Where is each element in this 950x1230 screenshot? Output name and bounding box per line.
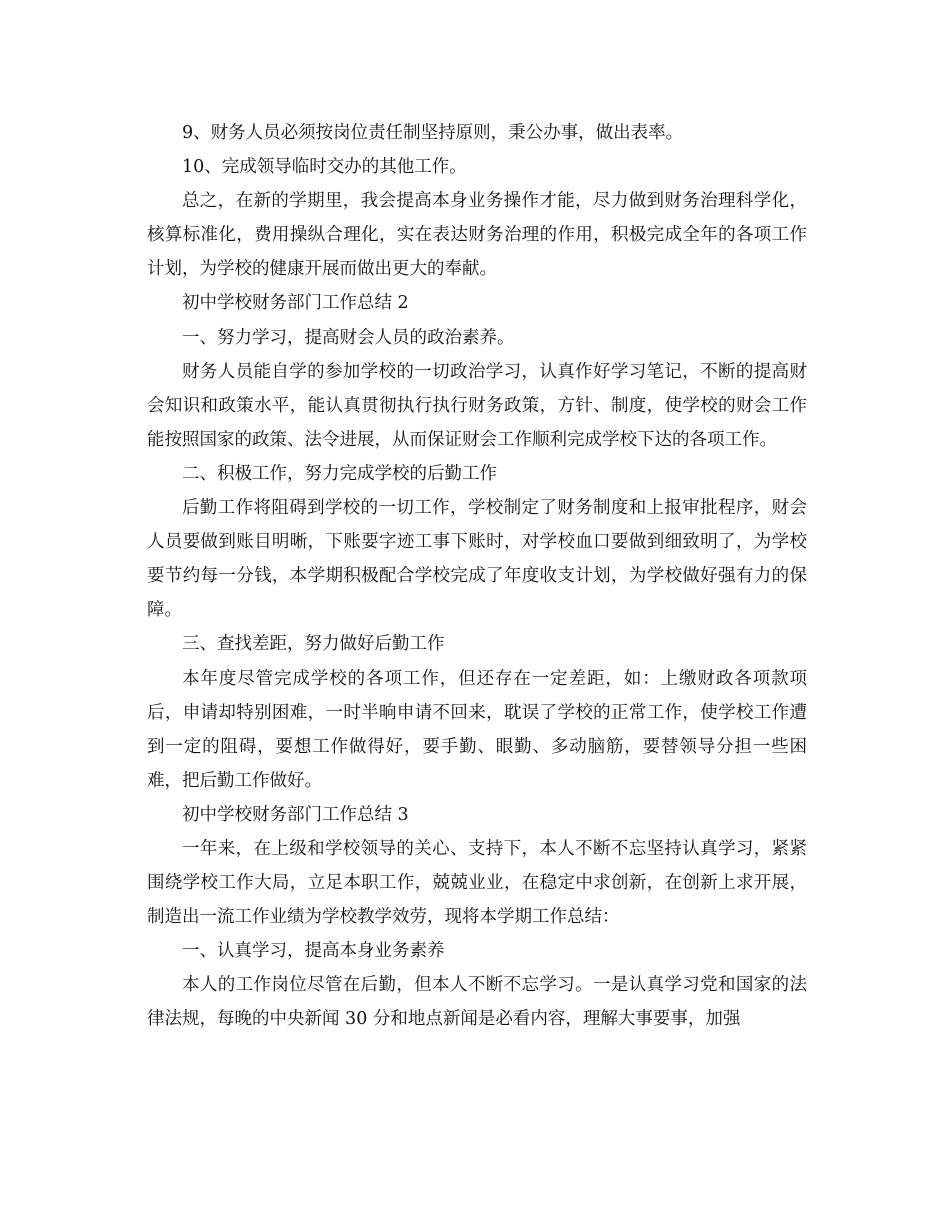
paragraph-gap: 本年度尽管完成学校的各项工作，但还存在一定差距，如：上缴财政各项款项后，申请却特别困难，一时半晌申请不回来，耽误了学校的正常工作，使学校工作遭到一定的阻碍，要想工作做得好，要手勤、眼勤、多动脑筋，要替领导分担一些困难，把后勤工作做好。 (147, 668, 807, 791)
section-heading-2: 初中学校财务部门工作总结 2 (182, 293, 409, 314)
document-body (147, 116, 807, 1037)
subheading-gap: 三、查找差距，努力做好后勤工作 (182, 634, 445, 655)
paragraph-item-9: 9、财务人员必须按岗位责任制坚持原则，秉公办事，做出表率。 (182, 123, 684, 143)
subheading-quality: 一、认真学习，提高本身业务素养 (182, 941, 445, 962)
paragraph-conclusion: 总之，在新的学期里，我会提高本身业务操作才能，尽力做到财务治理科学化，核算标准化，费用操纵合理化，实在表达财务治理的作用，积极完成全年的各项工作计划，为学校的健康开展而做出更大的奉献。 (147, 191, 807, 280)
subheading-work: 二、积极工作，努力完成学校的后勤工作 (182, 463, 497, 484)
paragraph-quality: 本人的工作岗位尽管在后勤，但本人不断不忘学习。一是认真学习党和国家的法律法规，每晚的中央新闻 30 分和地点新闻是必看内容，理解大事要事，加强 (147, 975, 807, 1030)
paragraph-study: 财务人员能自学的参加学校的一切政治学习，认真作好学习笔记，不断的提高财会知识和政策水平，能认真贯彻执行执行财务政策，方针、制度，使学校的财会工作能按照国家的政策、法令进展，从而保证财会工作顺利完成学校下达的各项工作。 (147, 361, 807, 450)
section-heading-3: 初中学校财务部门工作总结 3 (182, 804, 409, 825)
paragraph-item-10: 10、完成领导临时交办的其他工作。 (182, 157, 467, 178)
subheading-study: 一、努力学习，提高财会人员的政治素养。 (182, 327, 515, 348)
paragraph-intro-3: 一年来，在上级和学校领导的关心、支持下，本人不断不忘坚持认真学习，紧紧围绕学校工作大局，立足本职工作，兢兢业业，在稳定中求创新，在创新上求开展，制造出一流工作业绩为学校教学效劳，现将本学期工作总结： (147, 838, 807, 928)
paragraph-work: 后勤工作将阻碍到学校的一切工作，学校制定了财务制度和上报审批程序，财会人员要做到账目明晰，下账要字迹工事下账时，对学校血口要做到细致明了，为学校要节约每一分钱，本学期积极配合学校完成了年度收支计划，为学校做好强有力的保障。 (147, 498, 807, 621)
